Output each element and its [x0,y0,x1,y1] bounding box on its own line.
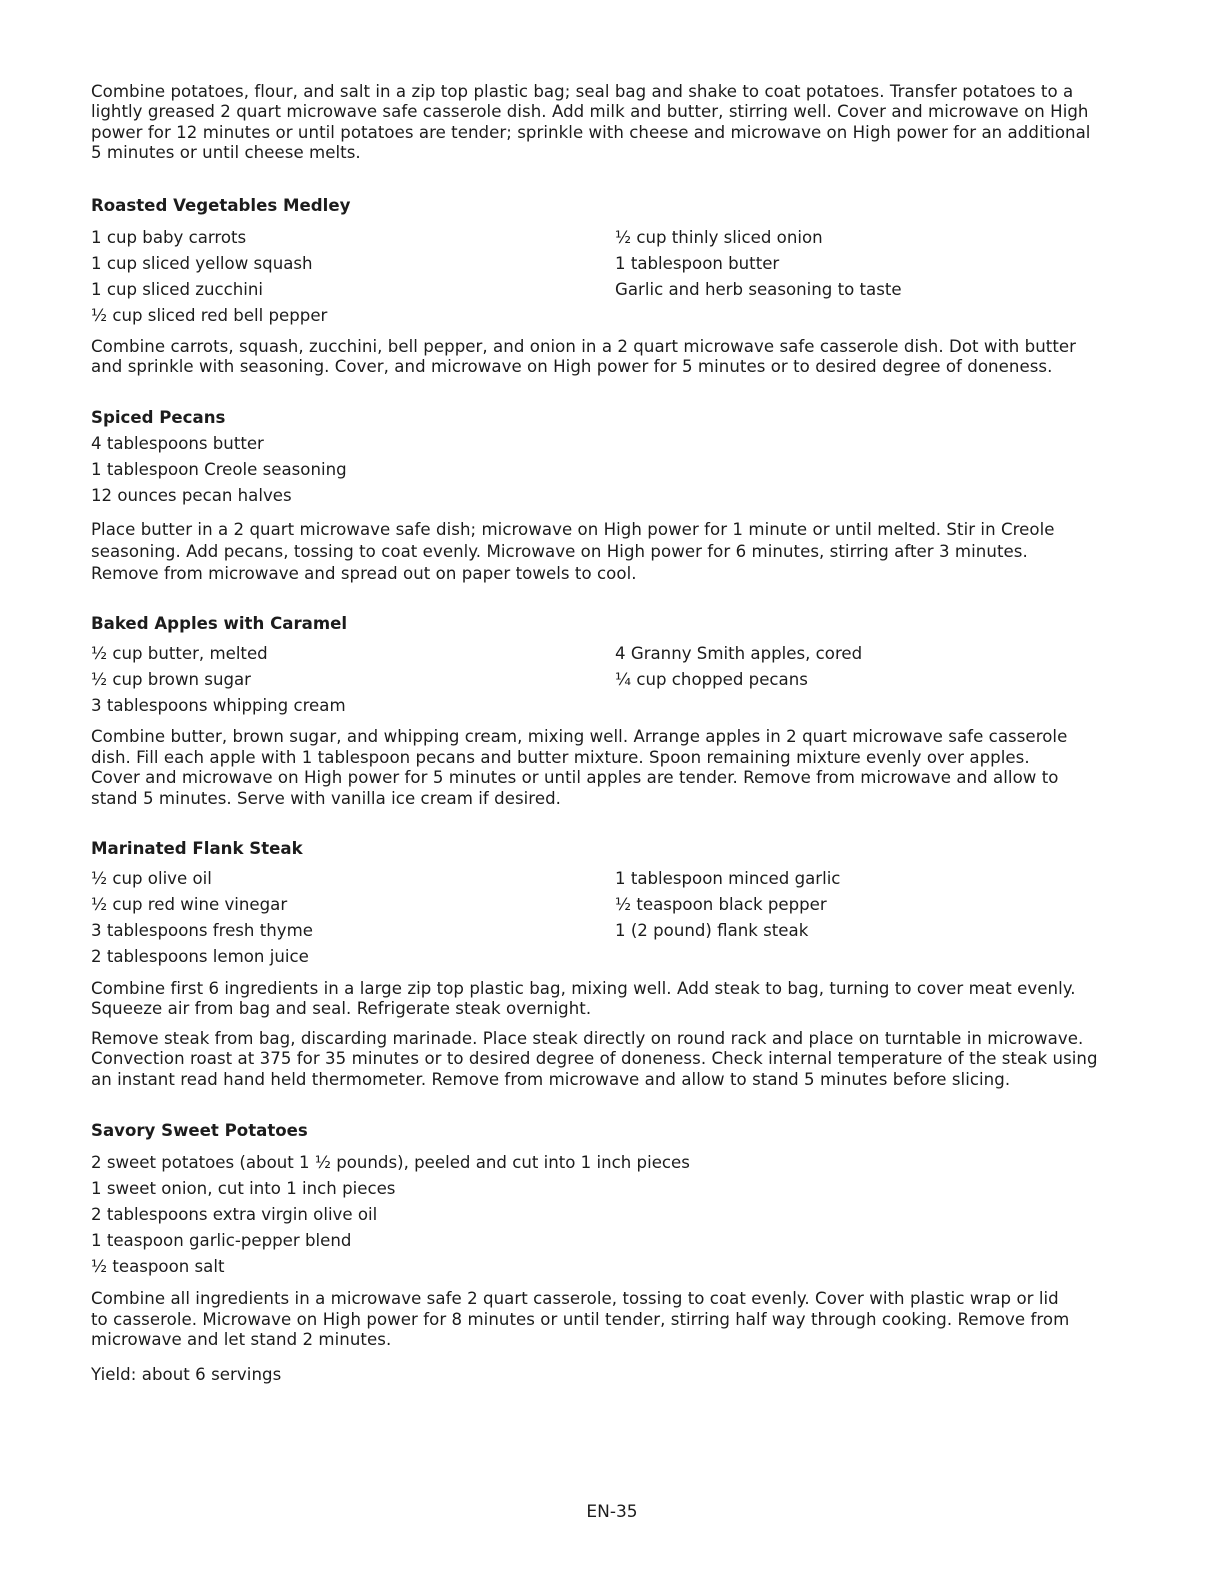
ingredient-item: ½ teaspoon salt [91,1257,225,1277]
recipe-roasted-vegetables [91,195,1121,378]
ingredient-item: 4 tablespoons butter [91,434,264,454]
ingredient-item: ½ cup thinly sliced onion [615,227,823,247]
recipe-title: Spiced Pecans [91,408,226,428]
recipe-instructions: Remove steak from bag, discarding marinade. Place steak directly on round rack and place on turntable in microwave. Convection roast at 375 for 35 minutes or to desired degree of doneness. Check internal temperature of the steak using an instant read hand held thermometer. Remove from microwave and allow to stand 5 minutes before slicing. [91,1028,1098,1089]
ingredient-column-left [91,225,615,329]
ingredient-item: 1 tablespoon Creole seasoning [91,460,347,480]
recipe-instructions: Combine all ingredients in a microwave safe 2 quart casserole, tossing to coat evenly. Cover with plastic wrap or lid to casserole. Microwave on High power for 8 minutes or until tender, stirring half way through cooking. Remove from microwave and let stand 2 minutes. [91,1289,1070,1349]
ingredient-item: 1 cup sliced zucchini [91,279,264,299]
recipe-instructions: Combine first 6 ingredients in a large zip top plastic bag, mixing well. Add steak to bag, turning to cover meat evenly. Squeeze air from bag and seal. Refrigerate steak overnight. [91,979,1076,1019]
page-number: EN-35 [586,1502,638,1522]
ingredient-item: 2 tablespoons lemon juice [91,947,309,967]
ingredient-item: ½ cup red wine vinegar [91,895,288,915]
ingredient-item: 1 cup sliced yellow squash [91,253,313,273]
ingredient-item: Garlic and herb seasoning to taste [615,279,902,299]
ingredient-list [91,1150,1121,1280]
recipe-title: Roasted Vegetables Medley [91,195,351,215]
ingredient-list [91,866,1121,970]
ingredient-item: 1 tablespoon minced garlic [615,869,841,889]
ingredient-item: 1 teaspoon garlic-pepper blend [91,1231,352,1251]
ingredient-column-right [615,641,1139,719]
ingredient-item: 2 sweet potatoes (about 1 ½ pounds), peeled and cut into 1 inch pieces [91,1153,690,1173]
ingredient-item: ¼ cup chopped pecans [615,670,808,690]
recipe-instructions: Combine butter, brown sugar, and whipping cream, mixing well. Arrange apples in 2 quart microwave safe casserole dish. Fill each apple with 1 tablespoon pecans and butter mixture. Spoon remaining mixture evenly over apples. Cover and microwave on High power for 5 minutes or until apples are tender. Remove from microwave and allow to stand 5 minutes. Serve with vanilla ice cream if desired. [91,727,1068,808]
ingredient-item: 3 tablespoons whipping cream [91,696,346,716]
ingredient-item: 2 tablespoons extra virgin olive oil [91,1205,378,1225]
ingredient-column-right [615,225,1139,329]
ingredient-column-right [615,866,1139,970]
recipe-title: Marinated Flank Steak [91,839,303,859]
recipe-page [91,82,1121,1386]
recipe-spiced-pecans [91,407,1121,585]
ingredient-column-left [91,641,615,719]
ingredient-column-left [91,431,615,509]
recipe-instructions: Place butter in a 2 quart microwave safe dish; microwave on High power for 1 minute or until melted. Stir in Creole seasoning. Add pecans, tossing to coat evenly. Microwave on High power for 6 minutes, stirring after 3 minutes. Remove from microwave and spread out on paper towels to cool. [91,520,1055,584]
ingredient-item: ½ cup sliced red bell pepper [91,305,328,325]
recipe-sweet-potatoes [91,1120,1121,1386]
ingredient-list [91,641,1121,719]
ingredient-item: 1 sweet onion, cut into 1 inch pieces [91,1179,396,1199]
ingredient-item: 1 cup baby carrots [91,227,247,247]
ingredient-list [91,225,1121,329]
ingredient-item: 12 ounces pecan halves [91,486,292,506]
recipe-title: Baked Apples with Caramel [91,614,348,634]
recipe-yield: Yield: about 6 servings [91,1365,282,1385]
ingredient-item: ½ cup brown sugar [91,670,251,690]
ingredient-item: 3 tablespoons fresh thyme [91,921,313,941]
ingredient-item: 1 tablespoon butter [615,253,780,273]
recipe-title: Savory Sweet Potatoes [91,1121,308,1141]
ingredient-item: ½ teaspoon black pepper [615,895,827,915]
ingredient-item: ½ cup olive oil [91,869,212,889]
ingredient-item: 4 Granny Smith apples, cored [615,644,863,664]
recipe-flank-steak [91,838,1121,1090]
ingredient-list [91,431,1121,509]
intro-paragraph: Combine potatoes, flour, and salt in a zip top plastic bag; seal bag and shake to coat potatoes. Transfer potatoes to a lightly greased 2 quart microwave safe casserole dish. Add milk and butter, stirring well. Cover and microwave on High power for 12 minutes or until potatoes are tender; sprinkle with cheese and microwave on High power for an additional 5 minutes or until cheese melts. [91,82,1091,163]
recipe-baked-apples [91,613,1121,809]
recipe-instructions: Combine carrots, squash, zucchini, bell pepper, and onion in a 2 quart microwave safe casserole dish. Dot with butter and sprinkle with seasoning. Cover, and microwave on High power for 5 minutes or to desired degree of doneness. [91,336,1077,377]
ingredient-item: ½ cup butter, melted [91,644,268,664]
ingredient-column-left [91,1150,690,1280]
ingredient-column-left [91,866,615,970]
ingredient-item: 1 (2 pound) flank steak [615,921,809,941]
